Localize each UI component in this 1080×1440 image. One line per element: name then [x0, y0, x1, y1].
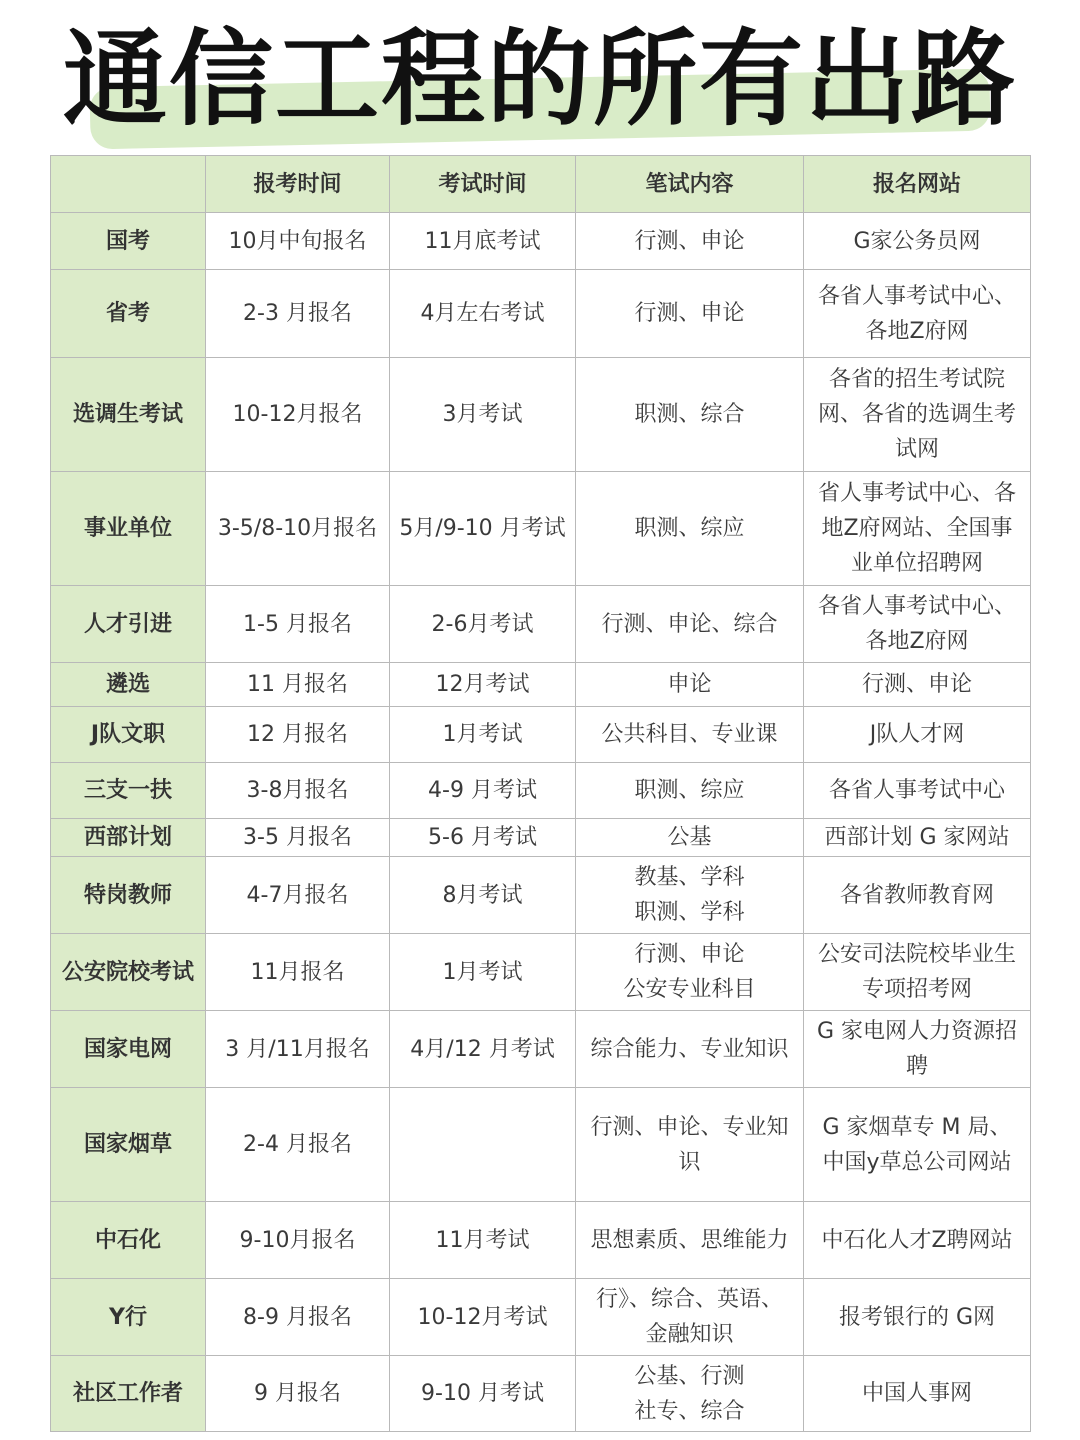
- row-register-time: [206, 1088, 390, 1202]
- row-register-website-text: G 家烟草专 M 局、 中国y草总公司网站: [822, 1114, 1012, 1175]
- row-written-content: [576, 1356, 804, 1432]
- row-register-website: [804, 707, 1031, 763]
- row-register-time-text: 2-3 月报名: [243, 301, 352, 326]
- row-register-website-text: 行测、申论: [861, 672, 972, 697]
- row-exam-time-text: 5月/9-10 月考试: [399, 516, 566, 541]
- row-register-time: [206, 270, 390, 358]
- row-category-text: 省考: [105, 301, 150, 326]
- row-register-time-text: 9-10月报名: [239, 1227, 356, 1253]
- row-exam-time-text: 4-9 月考试: [428, 778, 537, 803]
- table-row: [51, 819, 1031, 857]
- row-category-text: J队文职: [90, 722, 166, 747]
- row-register-website-text: 各省人事考试中心、 各地Z府网: [817, 594, 1016, 654]
- row-category: [51, 1088, 206, 1202]
- header-register-time: 报考时间: [206, 156, 390, 213]
- row-exam-time: [390, 472, 576, 586]
- row-register-website: [804, 1088, 1031, 1202]
- row-exam-time: [390, 934, 576, 1011]
- row-category: [51, 270, 206, 358]
- row-register-time: [206, 1279, 390, 1356]
- row-written-content-text: 行》、综合、英语、 金融知识: [595, 1287, 783, 1347]
- row-register-website-text: 各省人事考试中心、 各地Z府网: [817, 283, 1016, 344]
- row-register-time: [206, 707, 390, 763]
- row-register-time-text: 3 月/11月报名: [225, 1036, 370, 1062]
- row-category: [51, 707, 206, 763]
- row-register-time: [206, 213, 390, 270]
- row-category: [51, 213, 206, 270]
- row-register-website-text: 西部计划 G 家网站: [824, 825, 1010, 850]
- row-register-time-text: 3-8月报名: [246, 778, 349, 803]
- row-written-content: [576, 1088, 804, 1202]
- row-register-website-text: G家公务员网: [853, 228, 981, 254]
- row-category: [51, 1279, 206, 1356]
- row-register-website: [804, 586, 1031, 663]
- row-register-website-text: 中国人事网: [861, 1381, 972, 1406]
- row-register-time-text: 12 月报名: [247, 722, 348, 747]
- table-row: [51, 857, 1031, 934]
- row-exam-time-text: 4月/12 月考试: [410, 1036, 555, 1062]
- row-register-website-text: 各省的招生考试院 网、各省的选调生考 试网: [817, 367, 1016, 462]
- row-category-text: 公安院校考试: [61, 959, 194, 985]
- row-exam-time-text: 11月底考试: [424, 228, 541, 254]
- row-register-website: [804, 763, 1031, 819]
- row-written-content: [576, 663, 804, 707]
- row-written-content: [576, 358, 804, 472]
- career-routes-table: [50, 155, 1031, 1432]
- row-written-content: [576, 763, 804, 819]
- row-exam-time: [390, 586, 576, 663]
- header-register-website: 报名网站: [804, 156, 1031, 213]
- row-register-website-text: 各省教师教育网: [839, 882, 994, 908]
- table-row: [51, 934, 1031, 1011]
- row-register-time: [206, 1202, 390, 1279]
- row-written-content-text: 公基: [667, 825, 712, 850]
- row-register-time-text: 8-9 月报名: [243, 1304, 352, 1330]
- row-exam-time: [390, 707, 576, 763]
- row-register-time-text: 11月报名: [250, 959, 345, 985]
- row-register-time: [206, 586, 390, 663]
- row-exam-time-text: 4月左右考试: [420, 301, 545, 326]
- row-written-content: [576, 1202, 804, 1279]
- table-body: [51, 213, 1031, 1432]
- row-category: [51, 1356, 206, 1432]
- row-register-website-text: 各省人事考试中心: [828, 778, 1005, 803]
- row-register-time: [206, 857, 390, 934]
- row-exam-time-text: 11月考试: [435, 1227, 530, 1253]
- row-register-time-text: 10月中旬报名: [228, 228, 367, 254]
- row-exam-time: [390, 1088, 576, 1202]
- row-exam-time: [390, 358, 576, 472]
- row-written-content-text: 行测、申论、专业知 识: [590, 1114, 789, 1175]
- page-title: 通信工程的所有出路: [62, 18, 1017, 140]
- row-category: [51, 857, 206, 934]
- row-register-website-text: 公安司法院校毕业生 专项招考网: [817, 942, 1016, 1002]
- row-written-content-text: 职测、综应: [634, 778, 745, 803]
- row-written-content-text: 教基、学科 职测、学科: [634, 865, 745, 925]
- row-exam-time-text: 9-10 月考试: [421, 1381, 544, 1406]
- row-written-content: [576, 857, 804, 934]
- table-row: [51, 1088, 1031, 1202]
- row-register-website: [804, 1279, 1031, 1356]
- row-written-content-text: 申论: [667, 672, 712, 697]
- row-register-time: [206, 358, 390, 472]
- row-written-content: [576, 586, 804, 663]
- table-row: [51, 358, 1031, 472]
- row-written-content: [576, 1279, 804, 1356]
- row-register-time: [206, 934, 390, 1011]
- row-exam-time-text: 12月考试: [435, 672, 530, 697]
- row-exam-time-text: 1月考试: [442, 959, 523, 985]
- row-register-time-text: 4-7月报名: [246, 882, 349, 908]
- row-register-website: [804, 1356, 1031, 1432]
- header-written-content: 笔试内容: [576, 156, 804, 213]
- row-category-text: 三支一扶: [83, 778, 172, 803]
- row-register-website: [804, 270, 1031, 358]
- row-register-time-text: 2-4 月报名: [243, 1132, 352, 1157]
- row-written-content-text: 职测、综合: [634, 402, 745, 427]
- row-register-website-text: 报考银行的 G网: [838, 1304, 996, 1330]
- row-written-content: [576, 1011, 804, 1088]
- table-header-row: [51, 156, 1031, 213]
- row-written-content-text: 思想素质、思维能力: [590, 1227, 789, 1253]
- row-register-website: [804, 857, 1031, 934]
- row-category-text: 选调生考试: [72, 402, 183, 427]
- row-written-content-text: 行测、申论: [634, 301, 745, 326]
- row-exam-time: [390, 213, 576, 270]
- row-register-time-text: 1-5 月报名: [243, 611, 352, 637]
- row-category-text: 中石化: [94, 1227, 161, 1253]
- row-category: [51, 663, 206, 707]
- row-register-time: [206, 663, 390, 707]
- row-category-text: 国家烟草: [83, 1132, 172, 1157]
- header-corner: [51, 156, 206, 213]
- row-register-website: [804, 472, 1031, 586]
- row-category: [51, 819, 206, 857]
- row-category: [51, 934, 206, 1011]
- row-register-website: [804, 213, 1031, 270]
- row-register-time-text: 9 月报名: [254, 1381, 341, 1406]
- row-register-website: [804, 358, 1031, 472]
- row-written-content-text: 综合能力、专业知识: [590, 1036, 789, 1062]
- row-exam-time-text: 5-6 月考试: [428, 825, 537, 850]
- row-written-content: [576, 707, 804, 763]
- row-written-content-text: 行测、申论: [634, 228, 745, 254]
- header-exam-time: 考试时间: [390, 156, 576, 213]
- row-register-time: [206, 763, 390, 819]
- row-exam-time: [390, 819, 576, 857]
- row-category-text: 国考: [105, 228, 150, 254]
- row-register-website: [804, 1011, 1031, 1088]
- row-category: [51, 472, 206, 586]
- row-register-time-text: 11 月报名: [247, 672, 348, 697]
- table-row: [51, 1011, 1031, 1088]
- row-category-text: Y行: [109, 1304, 147, 1330]
- row-exam-time-text: 8月考试: [442, 882, 523, 908]
- row-written-content: [576, 472, 804, 586]
- row-register-website-text: 中石化人才Z聘网站: [821, 1227, 1013, 1253]
- row-register-website: [804, 819, 1031, 857]
- table-row: [51, 213, 1031, 270]
- row-register-time-text: 3-5/8-10月报名: [217, 516, 378, 541]
- row-exam-time: [390, 663, 576, 707]
- row-category-text: 社区工作者: [72, 1381, 183, 1406]
- row-category-text: 人才引进: [83, 611, 172, 637]
- row-exam-time-text: 3月考试: [442, 402, 523, 427]
- row-category-text: 国家电网: [83, 1036, 172, 1062]
- row-register-time: [206, 1356, 390, 1432]
- row-category-text: 事业单位: [83, 516, 172, 541]
- table-row: [51, 1279, 1031, 1356]
- row-category: [51, 1202, 206, 1279]
- row-category: [51, 763, 206, 819]
- row-exam-time-text: 2-6月考试: [431, 611, 534, 637]
- row-register-time-text: 3-5 月报名: [243, 825, 352, 850]
- row-written-content-text: 行测、申论、综合: [601, 611, 778, 637]
- table-row: [51, 707, 1031, 763]
- row-register-website-text: G 家电网人力资源招 聘: [816, 1019, 1018, 1079]
- row-register-website: [804, 1202, 1031, 1279]
- row-category: [51, 1011, 206, 1088]
- row-category: [51, 586, 206, 663]
- row-category-text: 遴选: [105, 672, 150, 697]
- row-exam-time: [390, 857, 576, 934]
- row-written-content-text: 公基、行测 社专、综合: [634, 1363, 745, 1424]
- row-exam-time: [390, 1279, 576, 1356]
- row-exam-time: [390, 1011, 576, 1088]
- row-written-content-text: 行测、申论 公安专业科目: [623, 942, 756, 1002]
- row-exam-time: [390, 763, 576, 819]
- row-register-time: [206, 472, 390, 586]
- row-written-content: [576, 819, 804, 857]
- row-written-content: [576, 934, 804, 1011]
- row-written-content: [576, 270, 804, 358]
- row-register-website-text: 省人事考试中心、各 地Z府网站、全国事 业单位招聘网: [817, 481, 1016, 576]
- row-written-content: [576, 213, 804, 270]
- row-register-website: [804, 934, 1031, 1011]
- row-exam-time: [390, 270, 576, 358]
- row-register-time: [206, 1011, 390, 1088]
- table-row: [51, 586, 1031, 663]
- table-row: [51, 663, 1031, 707]
- row-written-content-text: 职测、综应: [634, 516, 745, 541]
- row-exam-time: [390, 1356, 576, 1432]
- title-banner: [0, 0, 1080, 150]
- row-register-website-text: J队人才网: [869, 722, 965, 747]
- row-category-text: 西部计划: [83, 825, 172, 850]
- row-exam-time-text: 1月考试: [442, 722, 523, 747]
- row-exam-time: [390, 1202, 576, 1279]
- row-category-text: 特岗教师: [83, 882, 172, 908]
- table-row: [51, 1356, 1031, 1432]
- table-row: [51, 1202, 1031, 1279]
- table-row: [51, 763, 1031, 819]
- table-row: [51, 270, 1031, 358]
- row-category: [51, 358, 206, 472]
- row-exam-time-text: 10-12月考试: [417, 1304, 548, 1330]
- row-written-content-text: 公共科目、专业课: [601, 722, 778, 747]
- row-register-website: [804, 663, 1031, 707]
- table-row: [51, 472, 1031, 586]
- row-register-time-text: 10-12月报名: [232, 402, 363, 427]
- row-register-time: [206, 819, 390, 857]
